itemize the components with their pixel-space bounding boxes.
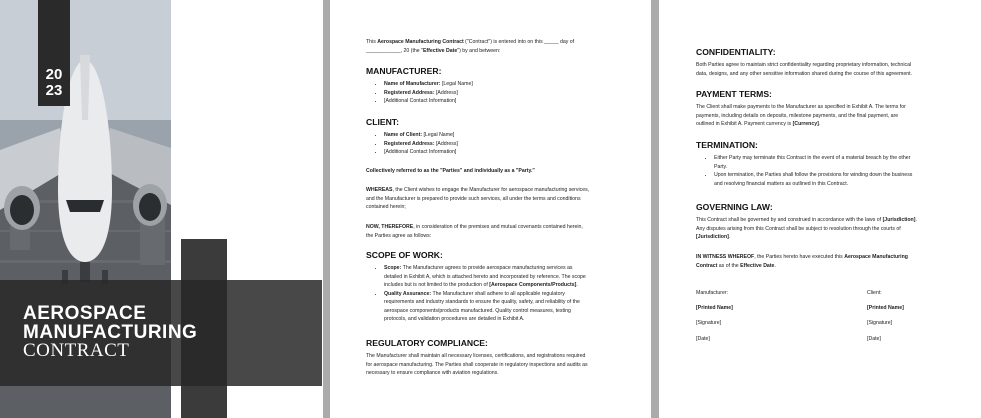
termination-heading: TERMINATION: [696, 140, 758, 150]
payment-heading: PAYMENT TERMS: [696, 89, 772, 99]
confidentiality-heading: CONFIDENTIALITY: [696, 47, 776, 57]
parties-note: Collectively referred to as the "Parties" and individually as a "Party." [366, 168, 535, 174]
list-item: • Scope: The Manufacturer agrees to provide aerospace manufacturing services as detailed in Exhibit A, which is attached hereto and incorporated by reference. The scope includes but is not limited to the production of [Aerospace Components/Products]. [384, 264, 646, 290]
cover-page [0, 0, 323, 418]
list-item: • Name of Client: [Legal Name] [384, 131, 636, 140]
year-line-2: 23 [45, 82, 63, 99]
list-item: • [Additional Contact Information] [384, 97, 636, 106]
regulatory-heading: REGULATORY COMPLIANCE: [366, 338, 488, 348]
termination-section [696, 140, 971, 188]
list-item: • Registered Address: [Address] [384, 140, 636, 149]
list-item: • [Additional Contact Information] [384, 148, 636, 157]
scope-section [366, 250, 646, 324]
whereas-paragraph: WHEREAS, the Client wishes to engage the Manufacturer for aerospace manufacturing services, and the Manufacturer is prepared to provide such services, all under the terms and conditions contained herein; [366, 187, 590, 210]
list-item: • Either Party may terminate this Contract in the event of a material breach by the other Party. [714, 154, 971, 171]
scope-heading: SCOPE OF WORK: [366, 250, 443, 260]
now-therefore-paragraph: NOW, THEREFORE, in consideration of the premises and mutual covenants contained herein, the Parties agree as follows: [366, 224, 583, 239]
regulatory-section: REGULATORY COMPLIANCE: The Manufacturer shall maintain all necessary licenses, certifications, and registrations required for aerospace manufacturing. The Parties shall cooperate in regulatory inspections and audits as necessary to ensure compliance with aviation regulations. [366, 338, 646, 378]
year-line-1: 20 [45, 66, 63, 83]
cover-title-line-1: AEROSPACE [23, 303, 147, 324]
governing-law-heading: GOVERNING LAW: [696, 202, 773, 212]
cover-title-line-2: MANUFACTURING [23, 322, 198, 343]
list-item: • Quality Assurance: The Manufacturer shall adhere to all applicable regulatory requirements and industry standards to ensure the quality, safety, and reliability of the aerospace components/products manufactured. Quality control measures, testing protocols, and validation procedures are detailed in Exhibit A. [384, 290, 646, 324]
confidentiality-section: CONFIDENTIALITY: Both Parties agree to maintain strict confidentiality regarding proprietary information, technical data, designs, and any other sensitive information shared during the course of this agreement. [696, 47, 971, 78]
signature-block-client: Client: [Printed Name] [Signature] [Date] [867, 290, 904, 342]
list-item: • Registered Address: [Address] [384, 89, 636, 98]
list-item: • Name of Manufacturer: [Legal Name] [384, 80, 636, 89]
governing-law-section: GOVERNING LAW: This Contract shall be governed by and construed in accordance with the laws of [Jurisdiction]. Any disputes arising from this Contract shall be subject to resolution through the courts of [Jurisdiction]. [696, 202, 971, 242]
contract-page-2 [330, 0, 651, 418]
list-item: • Upon termination, the Parties shall follow the provisions for winding down the business and resolving financial matters as outlined in this Contract. [714, 171, 971, 188]
client-section [366, 117, 636, 157]
signature-block-manufacturer: Manufacturer: [Printed Name] [Signature] [Date] [696, 290, 733, 342]
witness-paragraph: IN WITNESS WHEREOF, the Parties hereto have executed this Aerospace Manufacturing Contract as of the Effective Date. [696, 254, 908, 269]
contract-page-3 [659, 0, 981, 418]
payment-section: PAYMENT TERMS: The Client shall make payments to the Manufacturer as specified in Exhibit A. The terms for payments, including details on deposits, milestone payments, and the final payment, are outlined in Exhibit A. Payment currency is [Currency]. [696, 89, 971, 129]
intro-paragraph: This Aerospace Manufacturing Contract ("Contract") is entered into on this _____ day of ____________, 20 (the "Effective Date") by and between: [366, 39, 575, 54]
manufacturer-heading: MANUFACTURER: [366, 66, 442, 76]
cover-title-line-3: CONTRACT [23, 340, 130, 361]
client-heading: CLIENT: [366, 117, 399, 127]
manufacturer-section [366, 66, 636, 106]
